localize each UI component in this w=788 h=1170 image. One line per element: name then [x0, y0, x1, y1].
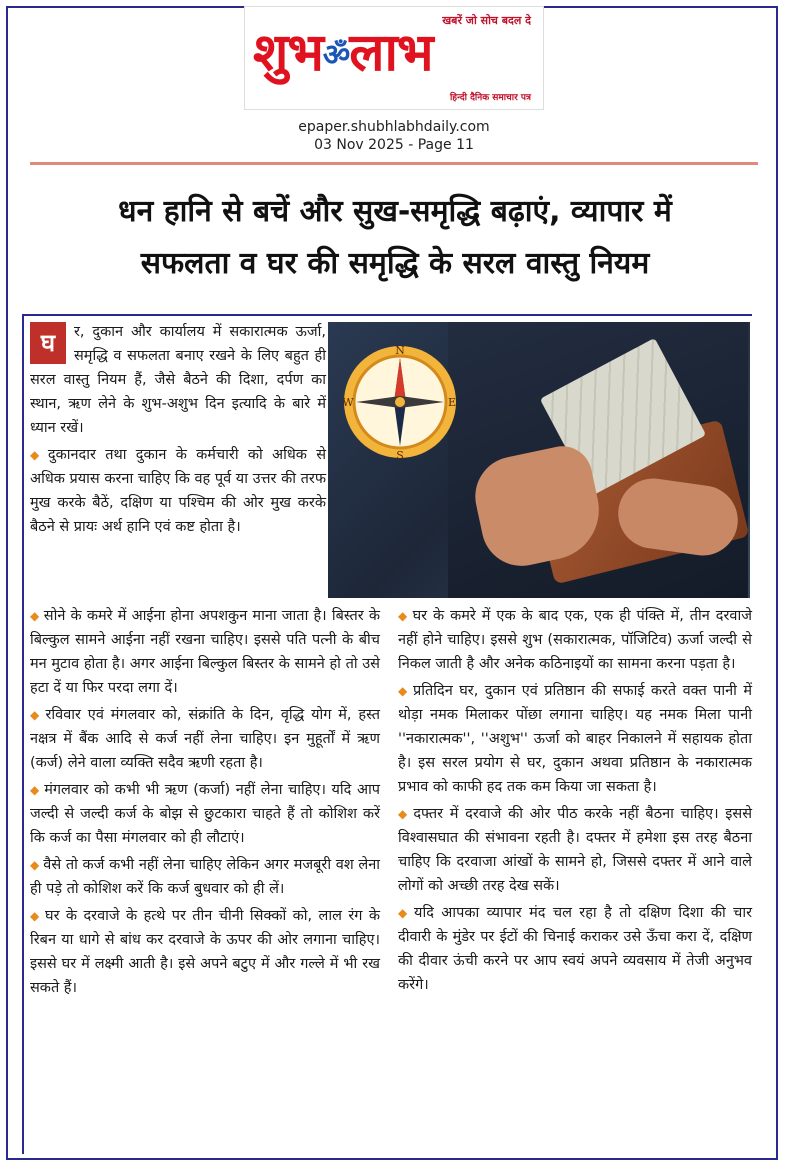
paragraph-4 — [30, 778, 380, 850]
compass-icon — [340, 342, 460, 462]
paragraph-10-text: यदि आपका व्यापार मंद चल रहा है तो दक्षिण दिशा की चार दीवारी के मुंडेर पर ईटों की चिनाई कराकर उसे ऊँचा करा दें, दक्षिण की दीवार ऊंची करने पर आप स्वयं अपने व्यवसाय में तेजी अनुभव करेंगे। — [398, 905, 753, 993]
paragraph-10 — [398, 901, 752, 997]
article-intro-column — [30, 320, 326, 542]
masthead-tagline: खबरें जो सोच बदल दे — [442, 14, 531, 27]
paragraph-6 — [30, 904, 380, 1000]
paragraph-1 — [30, 443, 326, 539]
paragraph-8 — [398, 679, 752, 799]
paragraph-7 — [398, 604, 752, 676]
paragraph-4-text: मंगलवार को कभी भी ऋण (कर्जा) नहीं लेना चाहिए। यदि आप जल्दी से जल्दी कर्ज के बोझ से छुटकारा चाहते हैं तो कोशिश करें कि कर्ज का पैसा मंगलवार को ही लौटाएं। — [30, 782, 380, 846]
paragraph-9-text: दफ्तर में दरवाजे की ओर पीठ करके नहीं बैठना चाहिए। इससे विश्वासघात की संभावना रहती है। दफ्तर में हमेशा इस तरह बैठना चाहिए कि दरवाजा आंखों के सामने हो, जिससे दफ्तर में आने वाले लोगों को अच्छी तरह देख सकें। — [398, 806, 752, 894]
masthead-name-left: शुभ — [253, 23, 323, 83]
compass-w: W — [342, 396, 354, 409]
diamond-bullet-icon: ◆ — [398, 906, 411, 920]
dropcap: घ — [30, 322, 66, 364]
compass-e: E — [447, 396, 457, 409]
diamond-bullet-icon: ◆ — [398, 609, 409, 623]
source-date-page: 03 Nov 2025 - Page 11 — [314, 137, 474, 153]
paragraph-6-text: घर के दरवाजे के हत्थे पर तीन चीनी सिक्कों को, लाल रंग के रिबन या धागे से बांध कर दरवाजे के ऊपर की ओर लगाना चाहिए। इससे घर में लक्ष्मी आती है। इसे अपने बटुए में और गल्ले में भी रख सकते हैं। — [30, 908, 381, 996]
masthead-name-right: लाभ — [349, 23, 433, 83]
headline-line-1: धन हानि से बचें और सुख-समृद्धि बढ़ाएं, व्यापार में — [118, 194, 672, 229]
intro-paragraph — [30, 320, 326, 440]
compass-s: S — [396, 449, 404, 462]
compass-n: N — [395, 344, 405, 357]
ganesha-icon: ॐ — [322, 38, 350, 73]
headline — [20, 186, 770, 290]
paragraph-2 — [30, 604, 380, 700]
left-column — [30, 604, 380, 1003]
paragraph-5-text: वैसे तो कर्ज कभी नहीं लेना चाहिए लेकिन अगर मजबूरी वश लेना ही पड़े तो कोशिश करें कि कर्ज बुधवार को ही लें। — [30, 857, 380, 897]
paragraph-7-text: घर के कमरे में एक के बाद एक, एक ही पंक्ति में, तीन दरवाजे नहीं होने चाहिए। इससे शुभ (सकारात्मक, पॉजिटिव) ऊर्जा जल्दी से निकल जाती है और अनेक कठिनाइयों का सामना करना पड़ता है। — [398, 608, 752, 672]
paragraph-3 — [30, 703, 380, 775]
diamond-bullet-icon: ◆ — [30, 708, 42, 722]
headline-line-2: सफलता व घर की समृद्धि के सरल वास्तु नियम — [140, 246, 650, 281]
source-site: epaper.shubhlabhdaily.com — [298, 119, 490, 135]
diamond-bullet-icon: ◆ — [30, 909, 42, 923]
right-column — [398, 604, 752, 1000]
diamond-bullet-icon: ◆ — [30, 609, 40, 623]
divider — [30, 162, 758, 165]
diamond-bullet-icon: ◆ — [30, 448, 44, 462]
masthead-name — [253, 21, 433, 88]
paragraph-3-text: रविवार एवं मंगलवार को, संक्रांति के दिन, वृद्धि योग में, हस्त नक्षत्र में बैंक आदि से कर्ज नहीं लेना चाहिए। इन मुहूर्तों में ऋण (कर्ज) लेने वाला व्यक्ति सदैव ऋणी रहता है। — [30, 707, 380, 771]
paragraph-8-text: प्रतिदिन घर, दुकान एवं प्रतिष्ठान की सफाई करते वक्त पानी में थोड़ा नमक मिलाकर पोंछा लगाना चाहिए। यह नमक मिला पानी ''नकारात्मक'', ''अशुभ'' ऊर्जा को बाहर निकालने में सहायक होता है। इस सरल प्रयोग से घर, दुकान अथवा प्रतिष्ठान के नकारात्मक प्रभाव को काफी हद तक कम किया जा सकता है। — [398, 683, 752, 795]
masthead-subtitle: हिन्दी दैनिक समाचार पत्र — [449, 93, 531, 103]
paragraph-9 — [398, 802, 752, 898]
intro-text: र, दुकान और कार्यालय में सकारात्मक ऊर्जा, समृद्धि व सफलता बनाए रखने के लिए बहुत ही सरल वास्तु नियम हैं, जैसे बैठने की दिशा, दर्पण का स्थान, ऋण लेने के शुभ-अशुभ दिन इत्यादि के बारे में ध्यान रखें। — [30, 324, 326, 436]
diamond-bullet-icon: ◆ — [398, 807, 410, 821]
source-info — [0, 118, 788, 154]
diamond-bullet-icon: ◆ — [30, 858, 40, 872]
article-photo — [328, 322, 750, 598]
diamond-bullet-icon: ◆ — [398, 684, 410, 698]
paragraph-5 — [30, 853, 380, 901]
paragraph-2-text: सोने के कमरे में आईना होना अपशकुन माना जाता है। बिस्तर के बिल्कुल सामने आईना नहीं रखना चाहिए। इससे पति पत्नी के बीच मन मुटाव होता है। अगर आईना बिल्कुल बिस्तर के सामने हो तो उसे हटा दें या फिर परदा लगा दें। — [30, 608, 380, 696]
masthead-logo — [244, 6, 544, 110]
diamond-bullet-icon: ◆ — [30, 783, 41, 797]
paragraph-1-text: दुकानदार तथा दुकान के कर्मचारी को अधिक से अधिक प्रयास करना चाहिए कि वह पूर्व या उत्तर की तरफ मुख करके बैठें, दक्षिण या पश्चिम की ओर मुख करके बैठने से प्रायः अर्थ हानि एवं कष्ट होता है। — [30, 447, 326, 535]
